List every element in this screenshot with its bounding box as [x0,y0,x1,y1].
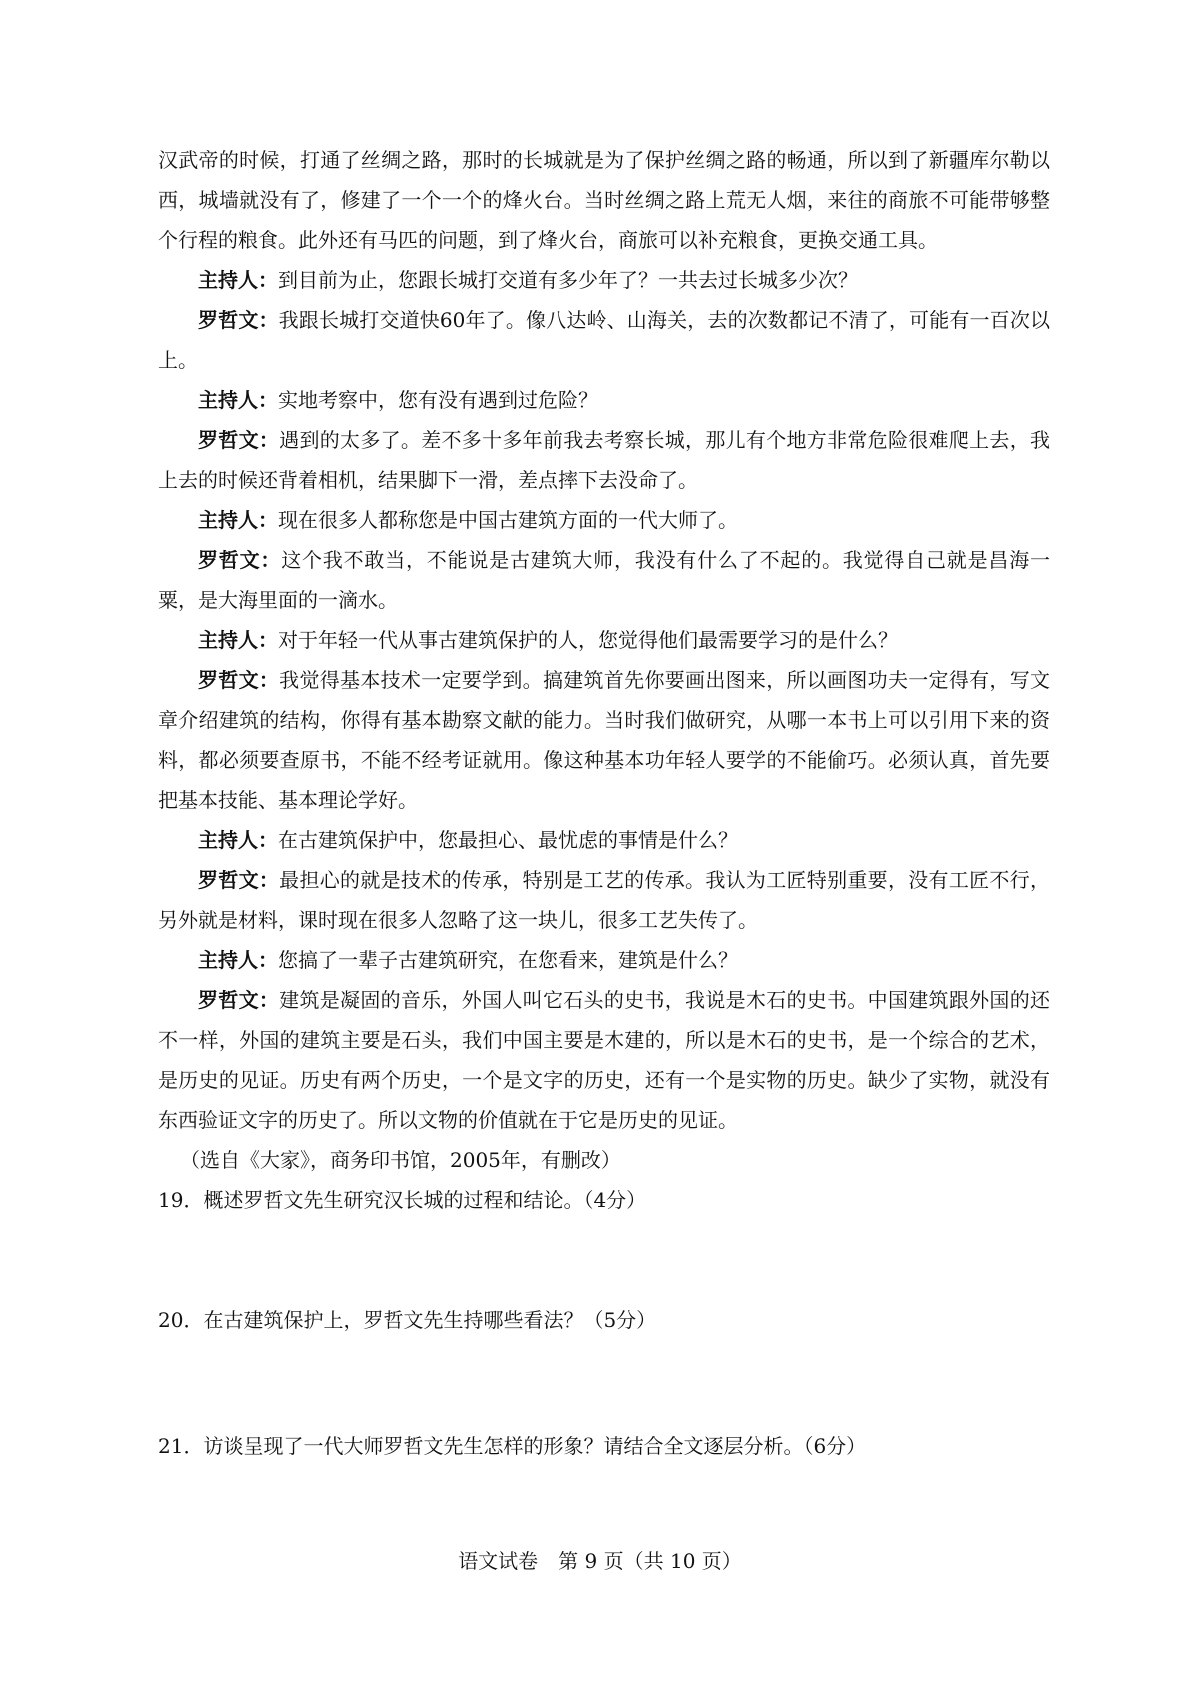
dialogue-text: 遇到的太多了。差不多十多年前我去考察长城，那儿有个地方非常危险很难爬上去，我上去的时候还背着相机，结果脚下一滑，差点摔下去没命了。 [158,428,1051,492]
speaker-label: 主持人： [198,388,278,412]
dialogue-line [158,540,1050,620]
dialogue-line [158,500,1050,540]
dialogue-text: 我觉得基本技术一定要学到。搞建筑首先你要画出图来，所以画图功夫一定得有，写文章介绍建筑的结构，你得有基本勘察文献的能力。当时我们做研究，从哪一本书上可以引用下来的资料，都必须要查原书，不能不经考证就用。像这种基本功年轻人要学的不能偷巧。必须认真，首先要把基本技能、基本理论学好。 [158,668,1051,812]
question-text: 访谈呈现了一代大师罗哲文先生怎样的形象？请结合全文逐层分析。（6分） [203,1434,867,1458]
dialogue-text: 这个我不敢当，不能说是古建筑大师，我没有什么了不起的。我觉得自己就是昌海一粟，是大海里面的一滴水。 [158,548,1051,612]
dialogue-line [158,860,1050,940]
dialogue-text: 在古建筑保护中，您最担心、最忧虑的事情是什么？ [278,828,738,852]
speaker-label: 主持人： [198,828,278,852]
dialogue-text: 对于年轻一代从事古建筑保护的人，您觉得他们最需要学习的是什么？ [278,628,898,652]
question-number: 20． [158,1308,204,1332]
question-21 [158,1426,1050,1466]
page-footer: 语文试卷 第 9 页（共 10 页） [458,1549,742,1573]
speaker-label: 罗哲文： [198,868,280,892]
dialogue-text: 现在很多人都称您是中国古建筑方面的一代大师了。 [278,508,738,532]
speaker-label: 主持人： [198,508,278,532]
question-20 [158,1300,1050,1340]
speaker-label: 主持人： [198,628,278,652]
source-citation: （选自《大家》，商务印书馆，2005年，有删改） [180,1148,621,1172]
speaker-label: 罗哲文： [198,428,280,452]
dialogue-line [158,940,1050,980]
dialogue-line [158,260,1050,300]
speaker-label: 罗哲文： [198,548,282,572]
speaker-label: 主持人： [198,268,278,292]
question-number: 19． [158,1188,204,1212]
speaker-label: 罗哲文： [198,668,280,692]
dialogue-line [158,820,1050,860]
question-text: 概述罗哲文先生研究汉长城的过程和结论。（4分） [203,1188,647,1212]
dialogue-text: 您搞了一辈子古建筑研究，在您看来，建筑是什么？ [278,948,738,972]
dialogue-line [158,980,1050,1140]
document-body [158,140,1050,1466]
dialogue-line [158,420,1050,500]
dialogue-text: 实地考察中，您有没有遇到过危险？ [278,388,598,412]
dialogue-line [158,380,1050,420]
intro-paragraph: 汉武帝的时候，打通了丝绸之路，那时的长城就是为了保护丝绸之路的畅通，所以到了新疆库尔勒以西，城墙就没有了，修建了一个一个的烽火台。当时丝绸之路上荒无人烟，来往的商旅不可能带够整个行程的粮食。此外还有马匹的问题，到了烽火台，商旅可以补充粮食，更换交通工具。 [158,148,1050,252]
dialogue-line [158,660,1050,820]
dialogue-text: 最担心的就是技术的传承，特别是工艺的传承。我认为工匠特别重要，没有工匠不行，另外就是材料，课时现在很多人忽略了这一块儿，很多工艺失传了。 [158,868,1051,932]
question-19 [158,1180,1050,1220]
dialogue-text: 我跟长城打交道快60年了。像八达岭、山海关，去的次数都记不清了，可能有一百次以上。 [158,308,1050,372]
question-text: 在古建筑保护上，罗哲文先生持哪些看法？（5分） [203,1308,657,1332]
dialogue-text: 到目前为止，您跟长城打交道有多少年了？一共去过长城多少次？ [278,268,858,292]
speaker-label: 罗哲文： [198,308,279,332]
dialogue-text: 建筑是凝固的音乐，外国人叫它石头的史书，我说是木石的史书。中国建筑跟外国的还不一样，外国的建筑主要是石头，我们中国主要是木建的，所以是木石的史书，是一个综合的艺术，是历史的见证。历史有两个历史，一个是文字的历史，还有一个是实物的历史。缺少了实物，就没有东西验证文字的历史了。所以文物的价值就在于它是历史的见证。 [158,988,1051,1132]
question-number: 21． [158,1434,204,1458]
speaker-label: 罗哲文： [198,988,280,1012]
dialogue-line [158,620,1050,660]
speaker-label: 主持人： [198,948,278,972]
dialogue-line [158,300,1050,380]
